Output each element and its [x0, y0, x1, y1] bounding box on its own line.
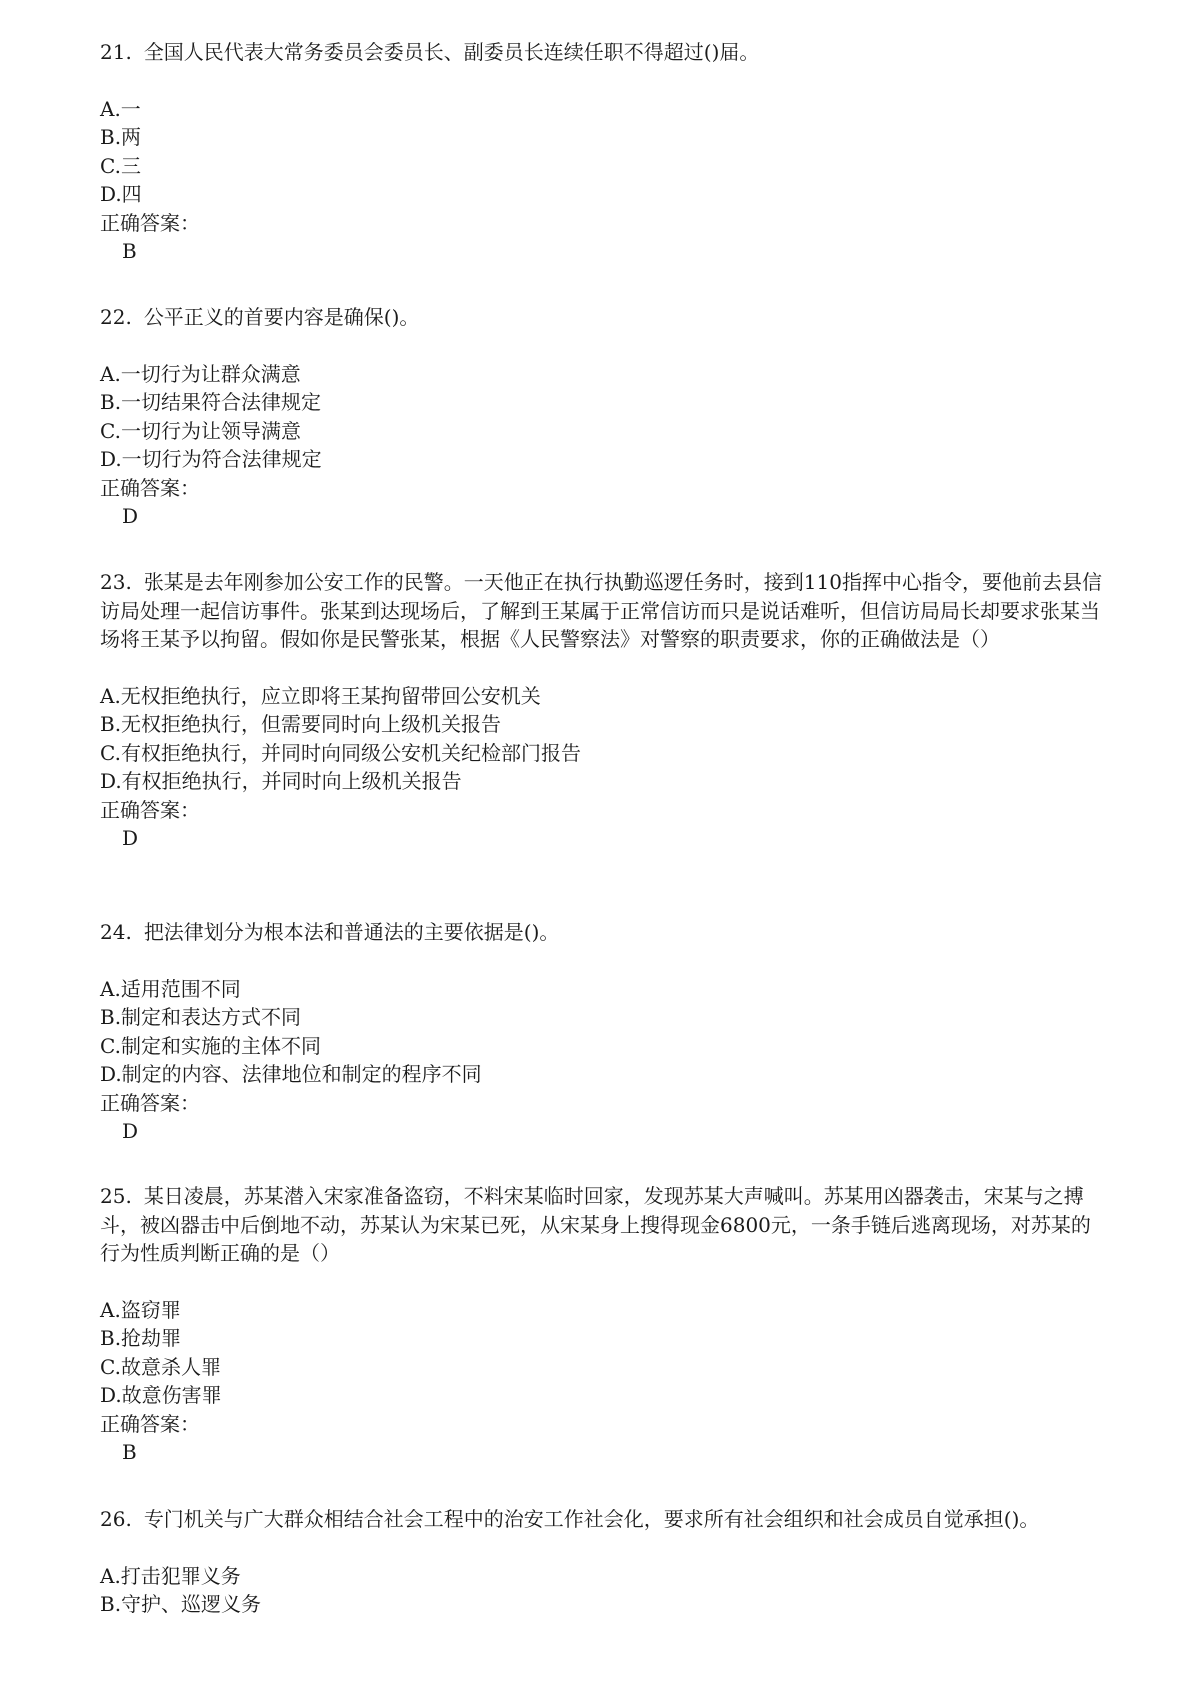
question-number: 21. [100, 40, 132, 64]
question-22 [100, 303, 1110, 531]
question-25 [100, 1182, 1110, 1467]
option-b: B.守护、巡逻义务 [100, 1592, 262, 1616]
option-a: A.无权拒绝执行，应立即将王某拘留带回公安机关 [100, 683, 541, 708]
question-text: 公平正义的首要内容是确保()。 [143, 305, 420, 329]
option-list [100, 682, 1110, 853]
option-c: C.一切行为让领导满意 [100, 418, 301, 443]
option-b: B.抢劫罪 [100, 1326, 182, 1350]
option-a: A.打击犯罪义务 [100, 1563, 241, 1588]
answer-value: D [122, 826, 139, 850]
answer-label: 正确答案： [100, 797, 200, 822]
option-c: C.制定和实施的主体不同 [100, 1033, 321, 1058]
option-d: D.一切行为符合法律规定 [100, 447, 322, 471]
question-26 [100, 1505, 1110, 1619]
question-21 [100, 38, 1110, 266]
question-number: 23. [100, 570, 132, 594]
option-d: D.制定的内容、法律地位和制定的程序不同 [100, 1062, 482, 1086]
question-number: 26. [100, 1507, 132, 1531]
option-c: C.三 [100, 153, 141, 178]
option-list [100, 360, 1110, 531]
option-b: B.两 [100, 125, 142, 149]
question-stem [100, 918, 1110, 947]
answer-label: 正确答案： [100, 210, 200, 235]
question-text: 全国人民代表大常务委员会委员长、副委员长连续任职不得超过()届。 [143, 40, 760, 64]
question-23 [100, 568, 1110, 853]
option-list [100, 1562, 1110, 1619]
answer-label: 正确答案： [100, 475, 200, 500]
question-stem [100, 568, 1110, 654]
question-stem [100, 1182, 1110, 1268]
option-list [100, 1296, 1110, 1467]
option-a: A.一 [100, 96, 141, 121]
question-stem [100, 38, 1110, 67]
option-d: D.有权拒绝执行，并同时向上级机关报告 [100, 769, 462, 793]
answer-label: 正确答案： [100, 1090, 200, 1115]
question-stem [100, 1505, 1110, 1534]
option-b: B.一切结果符合法律规定 [100, 390, 322, 414]
option-d: D.故意伤害罪 [100, 1383, 222, 1407]
question-text: 专门机关与广大群众相结合社会工程中的治安工作社会化，要求所有社会组织和社会成员自觉承担()。 [143, 1507, 1040, 1531]
option-b: B.无权拒绝执行，但需要同时向上级机关报告 [100, 712, 502, 736]
option-c: C.有权拒绝执行，并同时向同级公安机关纪检部门报告 [100, 740, 581, 765]
option-a: A.适用范围不同 [100, 976, 241, 1001]
answer-value: D [122, 504, 139, 528]
question-number: 22. [100, 305, 132, 329]
question-24 [100, 918, 1110, 1146]
question-text: 把法律划分为根本法和普通法的主要依据是()。 [143, 920, 560, 944]
option-d: D.四 [100, 182, 142, 206]
answer-value: B [122, 1440, 137, 1464]
option-list [100, 95, 1110, 266]
option-a: A.盗窃罪 [100, 1297, 181, 1322]
answer-label: 正确答案： [100, 1411, 200, 1436]
option-list [100, 975, 1110, 1146]
option-a: A.一切行为让群众满意 [100, 361, 301, 386]
answer-value: D [122, 1119, 139, 1143]
question-stem [100, 303, 1110, 332]
question-number: 25. [100, 1184, 132, 1208]
question-text: 张某是去年刚参加公安工作的民警。一天他正在执行执勤巡逻任务时，接到110指挥中心指令，要他前去县信访局处理一起信访事件。张某到达现场后，了解到王某属于正常信访而只是说话难听，但信访局局长却要求张某当场将王某予以拘留。假如你是民警张某，根据《人民警察法》对警察的职责要求，你的正确做法是（） [100, 570, 1102, 651]
answer-value: B [122, 239, 137, 263]
option-b: B.制定和表达方式不同 [100, 1005, 302, 1029]
question-text: 某日凌晨，苏某潜入宋家准备盗窃，不料宋某临时回家，发现苏某大声喊叫。苏某用凶器袭击，宋某与之搏斗，被凶器击中后倒地不动，苏某认为宋某已死，从宋某身上搜得现金6800元，一条手链后逃离现场，对苏某的行为性质判断正确的是（） [100, 1184, 1091, 1265]
question-number: 24. [100, 920, 132, 944]
option-c: C.故意杀人罪 [100, 1354, 221, 1379]
